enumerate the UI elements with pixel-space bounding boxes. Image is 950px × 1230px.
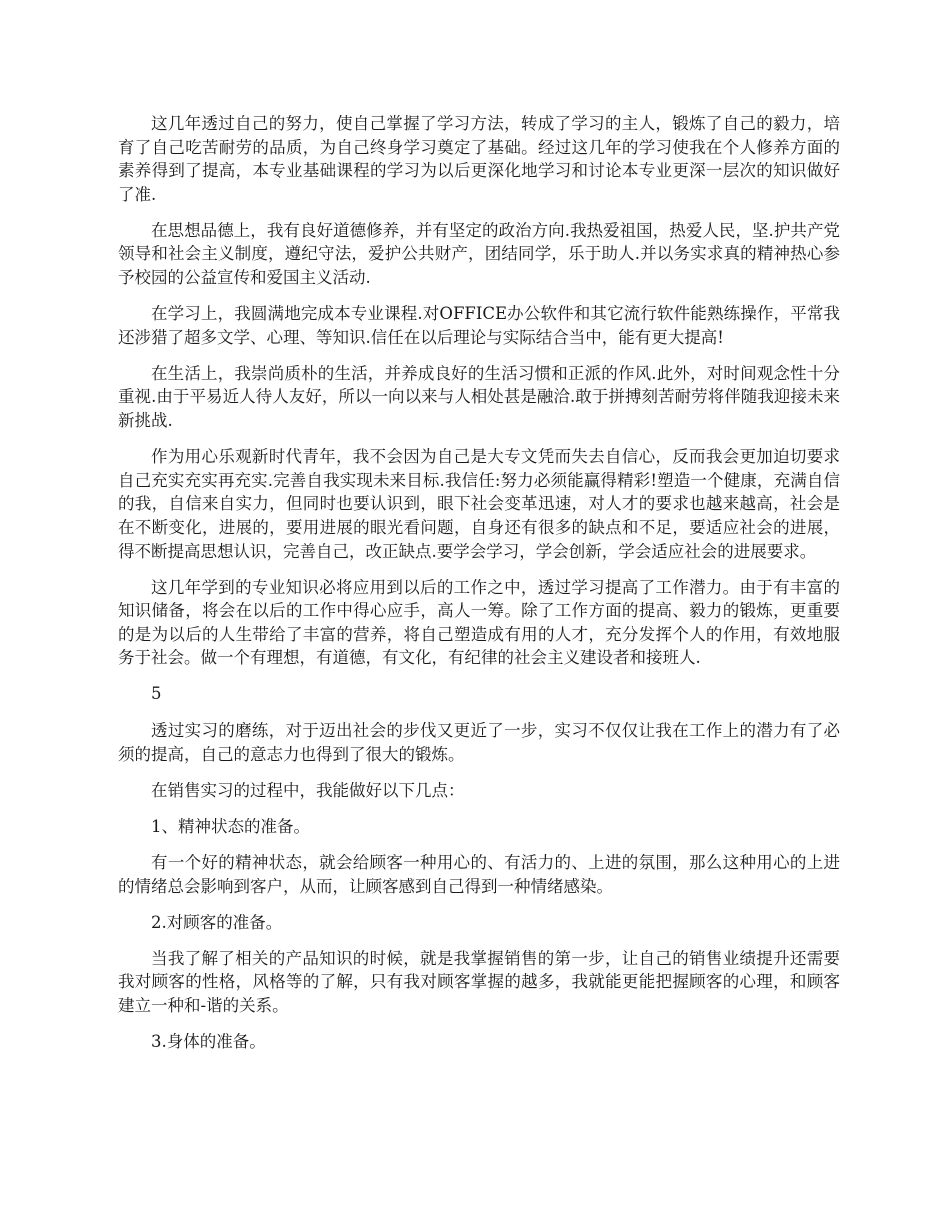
paragraph-4: 在生活上，我崇尚质朴的生活，并养成良好的生活习惯和正派的作风.此外，对时间观念性十分重视.由于平易近人待人友好，所以一向以来与人相处甚是融洽.敢于拼搏刻苦耐劳将伴随我迎接未来新挑战. [118,363,840,431]
list-heading-2: 2.对顾客的准备。 [151,912,283,932]
list-heading-3: 3.身体的准备。 [151,1032,266,1051]
paragraph-7: 透过实习的磨练，对于迈出社会的步伐又更近了一步，实习不仅仅让我在工作上的潜力有了必须的提高，自己的意志力也得到了很大的锻炼。 [118,721,840,764]
paragraph-3: 在学习上，我圆满地完成本专业课程.对OFFICE办公软件和其它流行软件能熟练操作，平常我还涉猎了超多文学、心理、等知识.信任在以后理论与实际结合当中，能有更大提高! [118,304,840,347]
document-body [118,112,840,1066]
list-heading-1: 1、精神状态的准备。 [151,816,310,836]
paragraph-6: 这几年学到的专业知识必将应用到以后的工作之中，透过学习提高了工作潜力。由于有丰富的知识储备，将会在以后的工作中得心应手，高人一筹。除了工作方面的提高、毅力的锻炼，更重要的是为以后的人生带给了丰富的营养，将自己塑造成有用的人才，充分发挥个人的作用，有效地服务于社会。做一个有理想，有道德，有文化，有纪律的社会主义建设者和接班人. [118,577,840,668]
paragraph-1: 这几年透过自己的努力，使自己掌握了学习方法，转成了学习的主人，锻炼了自己的毅力，培育了自己吃苦耐劳的品质，为自己终身学习奠定了基础。经过这几年的学习使我在个人修养方面的素养得到了提高，本专业基础课程的学习为以后更深化地学习和讨论本专业更深一层次的知识做好了准. [118,114,840,204]
paragraph-2: 在思想品德上，我有良好道德修养，并有坚定的政治方向.我热爱祖国，热爱人民，坚.护共产党领导和社会主义制度，遵纪守法，爱护公共财产，团结同学，乐于助人.并以务实求真的精神热心参予校园的公益宣传和爱国主义活动. [118,220,840,288]
section-number: 5 [151,684,162,704]
paragraph-5: 作为用心乐观新时代青年，我不会因为自己是大专文凭而失去自信心，反而我会更加迫切要求自己充实充实再充实.完善自我实现未来目标.我信任:努力必须能赢得精彩!塑造一个健康，充满自信的我，自信来自实力，但同时也要认识到，眼下社会变革迅速，对人才的要求也越来越高，社会是在不断变化，进展的，要用进展的眼光看问题，自身还有很多的缺点和不足，要适应社会的进展，得不断提高思想认识，完善自己，改正缺点.要学会学习，学会创新，学会适应社会的进展要求。 [118,447,840,561]
paragraph-10: 当我了解了相关的产品知识的时候，就是我掌握销售的第一步，让自己的销售业绩提升还需要我对顾客的性格，风格等的了解，只有我对顾客掌握的越多，我就能更能把握顾客的心理，和顾客建立一种和-谐的关系。 [118,948,840,1015]
paragraph-8: 在销售实习的过程中，我能做好以下几点： [151,780,465,800]
paragraph-9: 有一个好的精神状态，就会给顾客一种用心的、有活力的、上进的氛围，那么这种用心的上进的情绪总会影响到客户，从而，让顾客感到自己得到一种情绪感染。 [118,852,840,896]
